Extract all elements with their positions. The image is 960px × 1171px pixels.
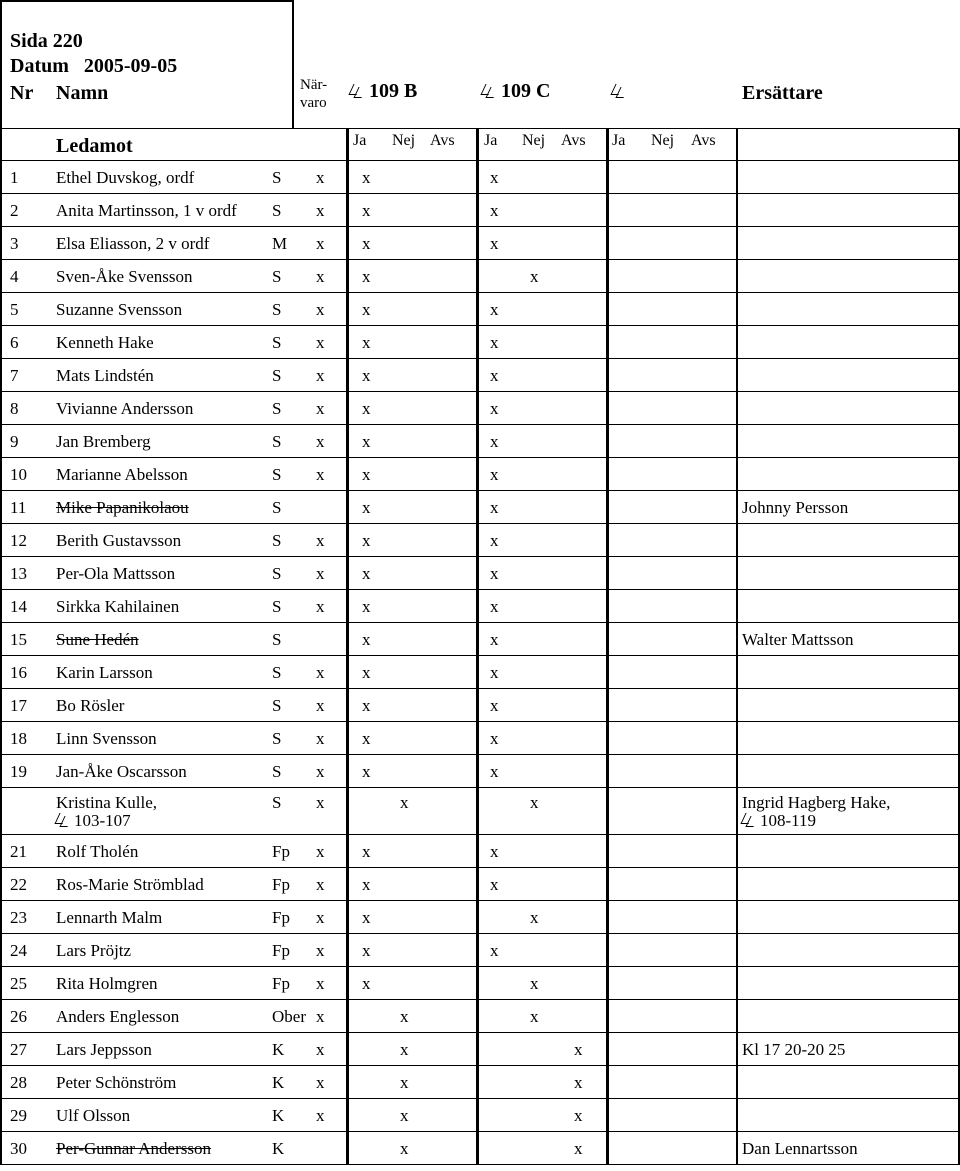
vote-avs-header-d: Avs [691,132,716,149]
party-code: K [272,1139,285,1158]
vote-mark-109c: x [574,1106,583,1125]
vote-mark-109c: x [490,696,499,715]
vote-mark-109b: x [362,399,371,418]
table-row [0,391,960,424]
col-nr-header: Nr [10,82,34,104]
section-mark-icon [482,83,496,99]
row-number: 8 [10,399,19,418]
member-name: Karin Larsson [56,663,153,682]
party-code: S [272,696,282,715]
table-row [0,933,960,966]
vote-ja-header-b: Ja [353,132,367,149]
party-code: S [272,267,282,286]
vote-mark-109b: x [362,696,371,715]
vote-mark-109c: x [490,762,499,781]
table-row [0,457,960,490]
member-name: Sirkka Kahilainen [56,597,180,616]
member-name: Ulf Olsson [56,1106,131,1125]
vote-mark-109b: x [362,974,371,993]
presence-mark: x [316,267,325,286]
member-name: Kristina Kulle, [56,793,158,812]
party-code: S [272,498,282,517]
table-row [0,292,960,325]
party-code: M [272,234,288,253]
presence-mark: x [316,168,325,187]
vote-mark-109c: x [490,564,499,583]
table-row [0,721,960,754]
vote-mark-109b: x [362,875,371,894]
col-presence-header [300,76,327,112]
meeting-date: Datum 2005-09-05 [10,55,178,77]
vote-mark-109c: x [490,498,499,517]
party-code: S [272,762,282,781]
member-name: Anders Englesson [56,1007,180,1026]
member-name: Lennarth Malm [56,908,163,927]
vote-mark-109c: x [490,465,499,484]
member-name: Mats Lindstén [56,366,154,385]
member-name: Peter Schönström [56,1073,177,1092]
vote-mark-109b: x [400,1106,409,1125]
member-name: Rita Holmgren [56,974,158,993]
member-name: Lars Jeppsson [56,1040,152,1059]
presence-mark: x [316,366,325,385]
presence-mark: x [316,531,325,550]
party-code: S [272,729,282,748]
row-number: 4 [10,267,19,286]
row-number: 3 [10,234,19,253]
vote-mark-109b: x [362,201,371,220]
row-number: 12 [10,531,27,550]
row-number: 10 [10,465,27,484]
table-row [0,867,960,900]
vote-mark-109b: x [362,729,371,748]
vote-nej-header-b: Nej [392,132,416,149]
table-row [0,523,960,556]
row-number: 25 [10,974,27,993]
vote-mark-109c: x [490,234,499,253]
vote-mark-109c: x [490,729,499,748]
row-number: 23 [10,908,27,927]
vote-mark-109b: x [362,432,371,451]
vote-mark-109c: x [530,793,539,812]
member-name: Anita Martinsson, 1 v ordf [56,201,237,220]
col-member-header: Ledamot [56,135,133,157]
vote-mark-109b: x [362,300,371,319]
vote-mark-109c: x [574,1073,583,1092]
row-number: 21 [10,842,27,861]
row-number: 16 [10,663,27,682]
party-code: S [272,432,282,451]
vote-mark-109b: x [362,842,371,861]
presence-mark: x [316,399,325,418]
member-name: Vivianne Andersson [56,399,194,418]
member-name: Linn Svensson [56,729,157,748]
member-name: Ros-Marie Strömblad [56,875,204,894]
party-code: S [272,399,282,418]
header-col-sep-b [346,128,349,160]
vote-mark-109b: x [400,1007,409,1026]
table-row [0,259,960,292]
group-109b-label: 109 B [369,80,418,102]
vote-mark-109b: x [362,564,371,583]
header-left-border [0,128,2,160]
member-name: Kenneth Hake [56,333,154,352]
row-number: 11 [10,498,27,517]
vote-nej-header-c: Nej [522,132,546,149]
header-col-sep-c [476,128,479,160]
substitute-name: Walter Mattsson [742,630,854,649]
substitute-note [742,811,816,831]
table-row [0,325,960,358]
vote-mark-109c: x [490,597,499,616]
presence-mark: x [316,432,325,451]
party-code: Fp [272,908,290,927]
presence-label-1: När- [300,77,328,93]
table-row [0,1032,960,1065]
vote-mark-109c: x [490,875,499,894]
presence-mark: x [316,333,325,352]
row-number: 18 [10,729,27,748]
vote-mark-109c: x [530,267,539,286]
party-code: S [272,630,282,649]
vote-mark-109b: x [362,941,371,960]
party-code: S [272,300,282,319]
vote-mark-109b: x [362,597,371,616]
table-row [0,966,960,999]
table-row [0,900,960,933]
row-number: 15 [10,630,27,649]
presence-mark: x [316,729,325,748]
member-name: Per-Gunnar Andersson [56,1139,211,1158]
member-name-note [56,811,131,831]
party-code: S [272,793,282,812]
party-code: S [272,366,282,385]
party-code: S [272,168,282,187]
presence-mark: x [316,597,325,616]
substitute-name: Kl 17 20-20 25 [742,1040,846,1059]
table-row [0,655,960,688]
member-name: Berith Gustavsson [56,531,182,550]
presence-mark: x [316,793,325,812]
party-code: S [272,597,282,616]
vote-mark-109c: x [490,300,499,319]
row-number: 30 [10,1139,27,1158]
table-row [0,787,960,834]
table-row [0,622,960,655]
vote-nej-header-d: Nej [651,132,675,149]
row-number: 19 [10,762,27,781]
vote-ja-header-c: Ja [484,132,498,149]
row-number: 22 [10,875,27,894]
section-mark-icon [612,83,626,99]
party-code: S [272,663,282,682]
table-row [0,589,960,622]
row-number: 26 [10,1007,27,1026]
presence-label-2: varo [300,95,327,111]
column-rule [476,160,479,1164]
vote-ja-header-d: Ja [612,132,626,149]
member-name: Jan Bremberg [56,432,151,451]
table-row [0,226,960,259]
vote-avs-header-b: Avs [430,132,455,149]
vote-mark-109c: x [530,908,539,927]
party-code: K [272,1106,285,1125]
section-mark-icon [742,812,756,828]
vote-mark-109c: x [490,630,499,649]
member-name-note-text: 103-107 [74,811,131,830]
presence-mark: x [316,465,325,484]
column-rule [736,160,738,1164]
vote-mark-109b: x [400,1073,409,1092]
section-mark-icon [56,812,70,828]
vote-mark-109c: x [490,842,499,861]
vote-mark-109b: x [362,168,371,187]
member-name: Mike Papanikolaou [56,498,189,517]
vote-mark-109c: x [490,941,499,960]
row-number: 13 [10,564,27,583]
table-row [0,834,960,867]
presence-mark: x [316,974,325,993]
row-number: 2 [10,201,19,220]
party-code: S [272,465,282,484]
table-row [0,358,960,391]
substitute-note-text: 108-119 [760,811,817,830]
table-row [0,193,960,226]
table-row [0,688,960,721]
substitute-name: Dan Lennartsson [742,1139,858,1158]
row-number: 24 [10,941,27,960]
group-109c-header [482,80,550,103]
substitute-marker [612,80,626,103]
presence-mark: x [316,941,325,960]
table-row [0,1098,960,1131]
vote-mark-109c: x [490,531,499,550]
section-mark-icon [350,83,364,99]
row-number: 28 [10,1073,27,1092]
party-code: Fp [272,842,290,861]
vote-mark-109b: x [400,1040,409,1059]
member-name: Suzanne Svensson [56,300,183,319]
member-name: Per-Ola Mattsson [56,564,176,583]
row-number: 7 [10,366,19,385]
table-row [0,999,960,1032]
vote-mark-109b: x [362,465,371,484]
presence-mark: x [316,762,325,781]
member-name: Bo Rösler [56,696,125,715]
vote-mark-109b: x [362,908,371,927]
row-number: 5 [10,300,19,319]
member-name: Jan-Åke Oscarsson [56,762,187,781]
vote-mark-109c: x [490,201,499,220]
column-rule [346,160,349,1164]
vote-mark-109c: x [490,366,499,385]
party-code: Fp [272,974,290,993]
presence-mark: x [316,908,325,927]
presence-mark: x [316,564,325,583]
header-col-sep-e [736,128,738,160]
vote-mark-109b: x [362,366,371,385]
presence-mark: x [316,696,325,715]
presence-mark: x [316,1040,325,1059]
party-code: S [272,201,282,220]
vote-mark-109b: x [362,531,371,550]
group-109c-label: 109 C [501,80,551,102]
row-rule [0,1164,960,1165]
member-name: Sune Hedén [56,630,139,649]
row-number: 6 [10,333,19,352]
vote-mark-109b: x [362,234,371,253]
presence-mark: x [316,1073,325,1092]
vote-mark-109b: x [362,762,371,781]
group-109b-header [350,80,417,103]
member-name: Sven-Åke Svensson [56,267,193,286]
party-code: S [272,333,282,352]
party-code: K [272,1040,285,1059]
party-code: K [272,1073,285,1092]
presence-mark: x [316,842,325,861]
vote-mark-109c: x [574,1139,583,1158]
vote-mark-109c: x [530,974,539,993]
row-number: 17 [10,696,27,715]
member-name: Marianne Abelsson [56,465,188,484]
presence-mark: x [316,875,325,894]
page-number: Sida 220 [10,30,83,52]
presence-mark: x [316,234,325,253]
vote-avs-header-c: Avs [561,132,586,149]
member-name: Ethel Duvskog, ordf [56,168,195,187]
table-row [0,1131,960,1164]
vote-mark-109b: x [400,1139,409,1158]
member-name: Elsa Eliasson, 2 v ordf [56,234,210,253]
col-substitute-header: Ersättare [742,82,823,104]
table-row [0,754,960,787]
member-name: Lars Pröjtz [56,941,132,960]
vote-mark-109b: x [362,267,371,286]
party-code: Ober [272,1007,306,1026]
substitute-name: Ingrid Hagberg Hake, [742,793,891,812]
member-name: Rolf Tholén [56,842,139,861]
vote-mark-109c: x [490,663,499,682]
substitute-name: Johnny Persson [742,498,849,517]
header-col-sep-d [606,128,609,160]
vote-mark-109b: x [362,333,371,352]
column-rule [0,160,2,1164]
presence-mark: x [316,201,325,220]
party-code: Fp [272,941,290,960]
vote-mark-109c: x [490,333,499,352]
party-code: Fp [272,875,290,894]
col-name-header: Namn [56,82,109,104]
vote-mark-109c: x [574,1040,583,1059]
row-number: 29 [10,1106,27,1125]
table-row [0,556,960,589]
presence-mark: x [316,1007,325,1026]
vote-mark-109c: x [490,432,499,451]
party-code: S [272,564,282,583]
header-rule [0,128,960,129]
presence-mark: x [316,663,325,682]
presence-mark: x [316,1106,325,1125]
vote-mark-109c: x [490,399,499,418]
vote-mark-109b: x [362,498,371,517]
row-number: 9 [10,432,19,451]
party-code: S [272,531,282,550]
row-number: 14 [10,597,27,616]
table-row [0,490,960,523]
vote-mark-109b: x [362,663,371,682]
vote-mark-109b: x [400,793,409,812]
vote-mark-109b: x [362,630,371,649]
row-number: 27 [10,1040,27,1059]
column-rule [606,160,609,1164]
row-number: 1 [10,168,19,187]
presence-mark: x [316,300,325,319]
vote-mark-109c: x [530,1007,539,1026]
vote-mark-109c: x [490,168,499,187]
table-row [0,160,960,193]
table-row [0,1065,960,1098]
table-row [0,424,960,457]
